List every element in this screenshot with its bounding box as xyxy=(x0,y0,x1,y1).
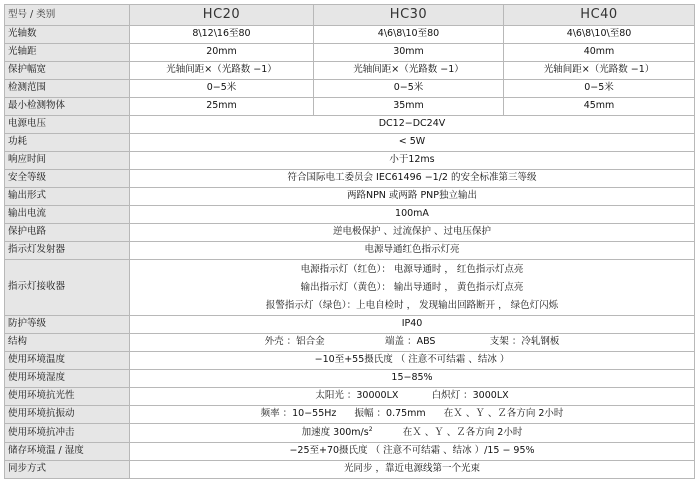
row-value: −10至+55摄氏度 （ 注意不可结霜 、结冰 ） xyxy=(130,352,695,370)
spec-row xyxy=(5,80,695,98)
spec-row xyxy=(5,224,695,242)
row-value: 0−5米 xyxy=(504,80,695,98)
header-row xyxy=(5,5,695,26)
row-label: 光轴距 xyxy=(5,44,130,62)
row-value: 20mm xyxy=(130,44,314,62)
row-label: 输出形式 xyxy=(5,188,130,206)
row-label: 光轴数 xyxy=(5,26,130,44)
row-value: 45mm xyxy=(504,98,695,116)
spec-row xyxy=(5,316,695,334)
spec-row xyxy=(5,116,695,134)
shock-exponent: 2 xyxy=(368,425,373,433)
row-label: 保护电路 xyxy=(5,224,130,242)
row-value: < 5W xyxy=(130,134,695,152)
row-value: 外壳 ：铝合金 端盖 ：ABS 支架 ：冷轧钢板 xyxy=(130,334,695,352)
row-label: 输出电流 xyxy=(5,206,130,224)
row-value: 4\6\8\10至80 xyxy=(314,26,504,44)
row-label: 使用环境抗光性 xyxy=(5,388,130,406)
row-value: 太阳光 ：30000LX 白炽灯 ：3000LX xyxy=(130,388,695,406)
spec-row xyxy=(5,424,695,443)
row-value: 8\12\16至80 xyxy=(130,26,314,44)
row-value: 30mm xyxy=(314,44,504,62)
row-label: 结构 xyxy=(5,334,130,352)
header-label: 型号 / 类别 xyxy=(5,5,130,26)
shock-accel: 加速度 300m/s xyxy=(301,426,369,438)
row-label: 保护幅宽 xyxy=(5,62,130,80)
spec-row xyxy=(5,370,695,388)
row-label: 同步方式 xyxy=(5,461,130,479)
row-label: 功耗 xyxy=(5,134,130,152)
row-value: −25至+70摄氏度 （ 注意不可结霜 、结冰 ）/15 − 95% xyxy=(130,443,695,461)
row-label: 最小检测物体 xyxy=(5,98,130,116)
row-label: 安全等级 xyxy=(5,170,130,188)
row-label: 储存环境温 / 湿度 xyxy=(5,443,130,461)
row-label: 使用环境抗振动 xyxy=(5,406,130,424)
output-indicator-line: 输出指示灯（黄色）： 输出导通时 ， 黄色指示灯点亮 xyxy=(300,281,524,293)
row-value: 光轴间距×（光路数 −1） xyxy=(130,62,314,80)
spec-row xyxy=(5,334,695,352)
row-value: 4\6\8\10\至80 xyxy=(504,26,695,44)
row-label: 检测范围 xyxy=(5,80,130,98)
receiver-row xyxy=(5,260,695,316)
row-value: 小于12ms xyxy=(130,152,695,170)
receiver-lines xyxy=(130,260,695,316)
spec-row xyxy=(5,206,695,224)
row-label: 使用环境温度 xyxy=(5,352,130,370)
spec-row xyxy=(5,352,695,370)
row-value: 25mm xyxy=(130,98,314,116)
row-value: 逆电极保护 、过流保护 、过电压保护 xyxy=(130,224,695,242)
row-value: IP40 xyxy=(130,316,695,334)
row-value: 0−5米 xyxy=(130,80,314,98)
spec-row xyxy=(5,62,695,80)
row-label: 使用环境抗冲击 xyxy=(5,424,130,443)
spec-row xyxy=(5,388,695,406)
row-value: 光轴间距×（光路数 −1） xyxy=(314,62,504,80)
spec-row xyxy=(5,26,695,44)
spec-row xyxy=(5,406,695,424)
row-value: 0−5米 xyxy=(314,80,504,98)
spec-table xyxy=(4,4,695,479)
row-value: DC12−DC24V xyxy=(130,116,695,134)
row-value: 100mA xyxy=(130,206,695,224)
spec-row xyxy=(5,152,695,170)
shock-axes: 在Ｘ 、Ｙ 、Ｚ各方向 2小时 xyxy=(372,426,523,438)
row-label: 防护等级 xyxy=(5,316,130,334)
row-value: 40mm xyxy=(504,44,695,62)
row-value: 符合国际电工委员会 IEC61496 −1/2 的安全标准第三等级 xyxy=(130,170,695,188)
spec-row xyxy=(5,134,695,152)
spec-row xyxy=(5,170,695,188)
spec-row xyxy=(5,443,695,461)
spec-row xyxy=(5,242,695,260)
row-value: 光同步 ，靠近电源线第一个光束 xyxy=(130,461,695,479)
row-label: 响应时间 xyxy=(5,152,130,170)
model-hc30: HC30 xyxy=(314,5,504,26)
row-value xyxy=(130,424,695,443)
spec-row xyxy=(5,461,695,479)
row-value: 15−85% xyxy=(130,370,695,388)
power-indicator-line: 电源指示灯（红色）： 电源导通时 ， 红色指示灯点亮 xyxy=(300,263,524,275)
row-value: 两路NPN 或两路 PNP独立输出 xyxy=(130,188,695,206)
model-hc40: HC40 xyxy=(504,5,695,26)
row-label: 使用环境湿度 xyxy=(5,370,130,388)
alarm-indicator-line: 报警指示灯（绿色）：上电自检时 ， 发现输出回路断开 ， 绿色灯闪烁 xyxy=(265,299,559,311)
row-label: 指示灯接收器 xyxy=(5,260,130,316)
row-label: 指示灯发射器 xyxy=(5,242,130,260)
row-value: 电源导通红色指示灯亮 xyxy=(130,242,695,260)
row-value: 频率 ：10−55Hz 振幅 ：0.75mm 在Ｘ 、Ｙ 、Ｚ各方向 2小时 xyxy=(130,406,695,424)
spec-sheet xyxy=(4,4,695,479)
model-hc20: HC20 xyxy=(130,5,314,26)
row-label: 电源电压 xyxy=(5,116,130,134)
spec-row xyxy=(5,44,695,62)
row-value: 光轴间距×（光路数 −1） xyxy=(504,62,695,80)
spec-row xyxy=(5,188,695,206)
spec-row xyxy=(5,98,695,116)
row-value: 35mm xyxy=(314,98,504,116)
